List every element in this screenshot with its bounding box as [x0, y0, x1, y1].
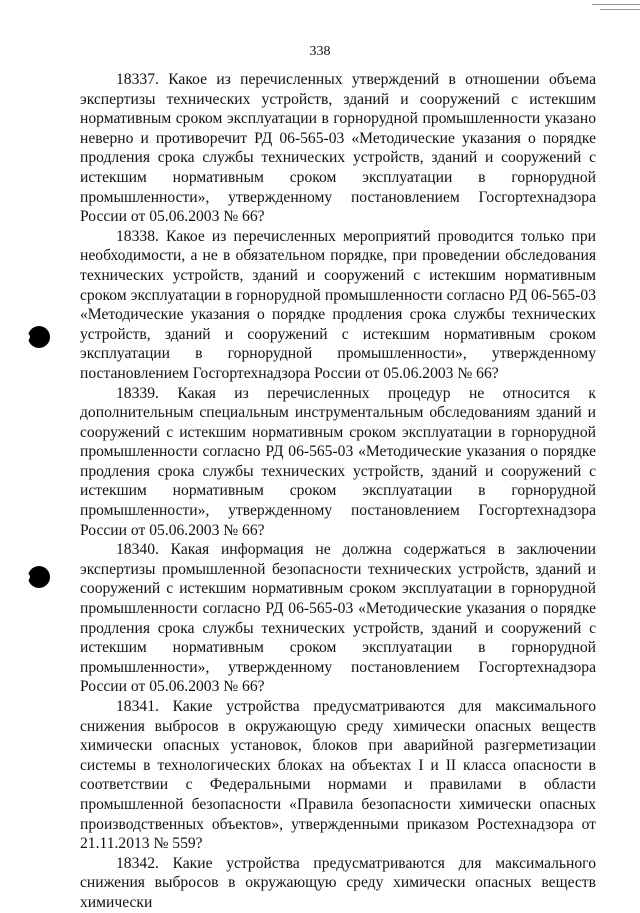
scan-edge-line: [592, 4, 640, 5]
page-number: 338: [309, 44, 331, 59]
punch-hole-mark: [28, 566, 50, 588]
scan-edge-line: [600, 9, 640, 10]
question-18341: 18341. Какие устройства предусматриваются для максимального снижения выбросов в окружающую среду химически опасных веществ химически опасных установок, блоков при аварийной разгерметизации системы в технологических блоках на объектах I и II класса опасности в соответствии с Федеральными нормами и правилами в области промышленной безопасности «Правила безопасности химически опасных производственных объектов», утвержденными приказом Ростехнадзора от 21.11.2013 № 559?: [80, 698, 596, 853]
document-body: [80, 70, 596, 913]
question-18339: 18339. Какая из перечисленных процедур не относится к дополнительным специальным инструментальным обследованиям зданий и сооружений с истекшим нормативным сроком эксплуатации в горнорудной промышленности согласно РД 06-565-03 «Методические указания о порядке продления срока службы технических устройств, зданий и сооружений с истекшим нормативным сроком эксплуатации в горнорудной промышленности», утвержденному постановлением Госгортехнадзора России от 05.06.2003 № 66?: [80, 384, 596, 539]
question-18342: 18342. Какие устройства предусматриваются для максимального снижения выбросов в окружающую среду химически опасных веществ химически: [80, 854, 596, 911]
punch-hole-mark: [28, 326, 50, 348]
question-18337: 18337. Какое из перечисленных утверждений в отношении объема экспертизы технических устройств, зданий и сооружений с истекшим нормативным сроком эксплуатации в горнорудной промышленности указано неверно и противоречит РД 06-565-03 «Методические указания о порядке продления срока службы технических устройств, зданий и сооружений с истекшим нормативным сроком эксплуатации в горнорудной промышленности», утвержденному постановлением Госгортехнадзора России от 05.06.2003 № 66?: [80, 71, 596, 226]
question-18340: 18340. Какая информация не должна содержаться в заключении экспертизы промышленной безопасности технических устройств, зданий и сооружений с истекшим нормативным сроком эксплуатации в горнорудной промышленности согласно РД 06-565-03 «Методические указания о порядке продления срока службы технических устройств, зданий и сооружений с истекшим нормативным сроком эксплуатации в горнорудной промышленности», утвержденному постановлением Госгортехнадзора России от 05.06.2003 № 66?: [80, 541, 596, 696]
question-18338: 18338. Какое из перечисленных мероприятий проводится только при необходимости, а не в обязательном порядке, при проведении обследования технических устройств, зданий и сооружений с истекшим нормативным сроком эксплуатации в горнорудной промышленности согласно РД 06-565-03 «Методические указания о порядке продления срока службы технических устройств, зданий и сооружений с истекшим нормативным сроком эксплуатации в горнорудной промышленности», утвержденному постановлением Госгортехнадзора России от 05.06.2003 № 66?: [80, 227, 596, 382]
